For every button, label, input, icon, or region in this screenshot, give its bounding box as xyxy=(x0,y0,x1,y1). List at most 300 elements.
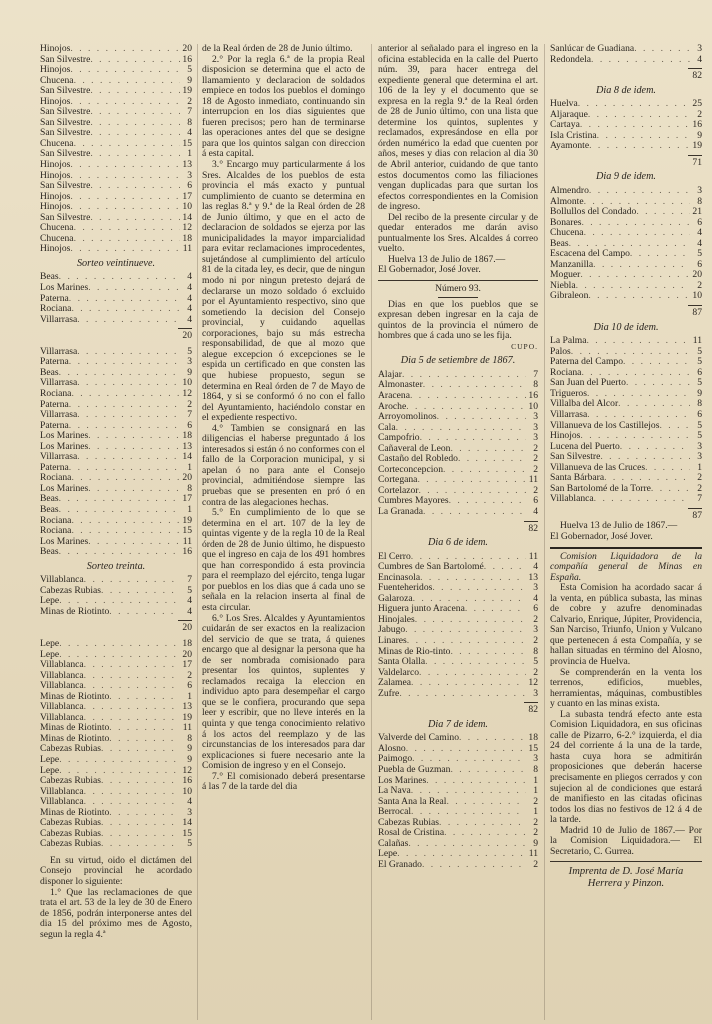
count-value: 5 xyxy=(187,838,192,850)
leader-dots xyxy=(90,213,180,224)
leader-dots xyxy=(84,671,180,682)
count-value: 6 xyxy=(533,495,538,507)
leader-dots xyxy=(88,537,180,548)
town-name: Paimogo xyxy=(378,753,413,765)
leader-dots xyxy=(450,647,526,658)
town-name: Villanueva de los Castillejos xyxy=(550,419,660,431)
list-row xyxy=(40,357,192,368)
count-value: 5 xyxy=(187,64,192,76)
place-date: Huelva 13 de Julio de 1867.— xyxy=(388,253,506,265)
count-value: 7 xyxy=(697,493,702,505)
count-value: 3 xyxy=(187,806,192,818)
town-name: El Granado xyxy=(378,858,422,870)
town-name: Moguer xyxy=(550,269,581,281)
town-name: Zufre xyxy=(378,687,400,699)
town-name: Hinojos xyxy=(40,169,71,181)
count-value: 3 xyxy=(697,44,702,54)
town-name: Santa Bárbara xyxy=(550,472,605,484)
leader-dots xyxy=(634,44,690,55)
town-name: Rociana xyxy=(40,514,72,526)
count-value: 17 xyxy=(182,493,192,505)
town-name: San Silvestre xyxy=(550,451,601,463)
total-value xyxy=(378,705,538,716)
leader-dots xyxy=(419,668,526,679)
town-name: Chucena xyxy=(40,74,74,86)
list-row xyxy=(378,860,538,871)
column-3 xyxy=(378,44,538,1020)
paragraph: anterior al señalado para el ingreso en la oficina establecida en la calle del Puerto núm. 39, para hacer entrega del expediente general que determina el art. 106 de la ley y el documento que se expresa en la regla 9.ª de la Real órden de 28 de Junio último, con una lista que determine los quintos, suplentes y reclamados, expresándose en ella por órden numérico la edad que cuenten por años, meses y dias con relacion al dia 30 de Abril anterior, cuidando de que tanto estos documentos como las filiaciones vengan duplicadas para que surtan los efectos correspondientes en la Comision de ingreso. xyxy=(378,44,538,213)
leader-dots xyxy=(410,391,526,402)
count-value: 2 xyxy=(533,634,538,646)
count-value: 11 xyxy=(528,848,538,860)
list-row xyxy=(378,412,538,423)
imprint-line: Imprenta de D. José María xyxy=(568,866,684,878)
count-value: 2 xyxy=(533,816,538,828)
count-value: 12 xyxy=(182,764,192,776)
count-value: 10 xyxy=(182,377,192,389)
leader-dots xyxy=(69,400,180,411)
leader-dots xyxy=(626,378,690,389)
leader-dots xyxy=(74,234,180,245)
divider xyxy=(550,861,702,862)
total-number: 71 xyxy=(692,156,702,168)
count-value: 16 xyxy=(528,389,538,401)
signature: El Gobernador, José Jover. xyxy=(378,264,481,276)
town-name: Almonaster xyxy=(378,379,423,391)
count-value: 8 xyxy=(697,195,702,207)
town-name: Alajar xyxy=(378,368,402,380)
town-name: Los Marines xyxy=(378,774,427,786)
count-value: 13 xyxy=(182,159,192,171)
town-name: Lucena del Puerto xyxy=(550,440,620,452)
draw-list-28 xyxy=(40,44,192,255)
leader-dots xyxy=(88,283,180,294)
town-name: Beas xyxy=(40,493,59,505)
total-line xyxy=(550,152,702,158)
leader-dots xyxy=(458,454,526,465)
town-name: Cabezas Rubias xyxy=(40,838,102,850)
list-row xyxy=(40,315,192,326)
leader-dots xyxy=(88,442,180,453)
count-value: 4 xyxy=(187,796,192,808)
total-number: 20 xyxy=(182,622,192,634)
paragraph: 4.° Tambien se consignará en las diligencias el haberse preguntado á los interesados si están ó no conformes con el fallo de la Corporacion municipal, y si apelan ó no para ante el Consejo provincial, admitiéndose siempre las pruebas que se presenten en pró ó en contra de las alegaciones hechas. xyxy=(202,422,365,508)
town-name: Cabezas Rubias xyxy=(40,827,102,839)
town-name: La Palma xyxy=(550,335,587,347)
count-value: 9 xyxy=(187,74,192,86)
list-row xyxy=(40,283,192,294)
town-name: Paterna xyxy=(40,356,69,368)
town-name: Cañaveral de Leon xyxy=(378,442,451,454)
leader-dots xyxy=(415,615,526,626)
town-name: Valverde del Camino xyxy=(378,732,459,744)
town-name: Hinojales xyxy=(378,613,415,625)
leader-dots xyxy=(77,410,180,421)
count-value: 2 xyxy=(533,613,538,625)
draw-list-29 xyxy=(40,347,192,558)
town-name: Fuenteheridos xyxy=(378,582,433,594)
count-value: 10 xyxy=(182,201,192,213)
leader-dots xyxy=(88,484,180,495)
count-value: 18 xyxy=(182,637,192,649)
count-value: 11 xyxy=(182,535,192,547)
count-value: 3 xyxy=(533,687,538,699)
town-name: Aroche xyxy=(378,400,407,412)
town-name: Alosno xyxy=(378,742,406,754)
town-name: Rociana xyxy=(40,387,72,399)
count-value: 4 xyxy=(533,505,538,517)
leader-dots xyxy=(90,128,180,139)
leader-dots xyxy=(109,607,180,618)
paragraph: La subasta tendrá efecto ante esta Comision Liquidadora, en sus oficinas calle de Pizarro, 6-2.° izquierda, el dia 24 del corriente á la una de la tarde, hasta cuya hora se admitirán proposiciones que deberán hacerse precisamente en pliegos cerrados y con sujecion al de condiciones que estará de manifiesto en las citadas oficinas todos los dias no festivos de 12 á 4 de la tarde. xyxy=(550,708,702,826)
town-name: La Granada xyxy=(378,505,424,517)
count-value: 20 xyxy=(182,472,192,484)
signature: El Gobernador, José Jover. xyxy=(550,530,653,542)
count-value: 7 xyxy=(187,574,192,586)
list-row xyxy=(550,141,702,152)
town-name: Villablanca xyxy=(40,796,84,808)
town-name: San Juan del Puerto xyxy=(550,377,626,389)
count-value: 6 xyxy=(187,180,192,192)
count-value: 4 xyxy=(697,227,702,239)
count-value: 4 xyxy=(187,313,192,325)
list-row xyxy=(378,636,538,647)
count-value: 2 xyxy=(533,453,538,465)
leader-dots xyxy=(588,110,690,121)
count-value: 19 xyxy=(692,140,702,152)
list-row xyxy=(378,765,538,776)
town-name: Los Marines xyxy=(40,282,89,294)
count-value: 9 xyxy=(187,754,192,765)
paragraph: 6.° Los Sres. Alcaldes y Ayuntamientos cuidarán de ser exactos en la realizacion del servicio de que se trata, á quienes encargo que al designar la persona que ha de ser nombrada comisionado para presentar los quintos, suplentes y reclamados recaiga la eleccion en individuo apto para desempeñar el cargo que se le confiera, procurando que sepa leer y escribir, que no lleve interés en la quinta y que tenga conocimiento relativo á los actos del reemplazo y de las circunstancias de los interesados para dar explicaciones si fuere necesario ante la Comision de ingreso y en el Consejo. xyxy=(202,612,365,772)
list-row xyxy=(550,55,702,66)
paragraph: Madrid 10 de Julio de 1867.— Por la Comision Liquidadora.— El Secretario, C. Gurrea. xyxy=(550,824,702,857)
town-name: San Silvestre xyxy=(40,53,91,65)
leader-dots xyxy=(101,839,180,850)
town-name: Isla Cristina xyxy=(550,129,597,141)
town-name: Los Marines xyxy=(40,440,89,452)
leader-dots xyxy=(90,107,180,118)
leader-dots xyxy=(432,583,526,594)
count-value: 18 xyxy=(528,732,538,744)
count-value: 4 xyxy=(187,282,192,294)
leader-dots xyxy=(411,678,526,689)
town-name: Los Marines xyxy=(40,482,89,494)
paragraph: Esta Comision ha acordado sacar á la venta, en pública subasta, las minas de cobre y azufre denominadas Calvario, Enrique, Júpiter, Providencia, San Narciso, Triunfo, Union y Vulcano que pertenecen á esta Compañía, y se hallan situadas en término del Alosno, provincia de Huelva. xyxy=(550,582,702,667)
leader-dots xyxy=(70,160,180,171)
count-value: 18 xyxy=(182,430,192,442)
town-name: Cortelazor xyxy=(378,484,419,496)
section-heading: Sorteo treinta. xyxy=(86,560,146,572)
leader-dots xyxy=(420,573,526,584)
total-line xyxy=(378,699,538,705)
count-value: 1 xyxy=(187,461,192,473)
count-value: 3 xyxy=(187,356,192,368)
town-name: Higuera junto Aracena xyxy=(378,603,465,615)
leader-dots xyxy=(77,378,180,389)
list-row xyxy=(40,244,192,255)
count-value: 1 xyxy=(187,503,192,515)
leader-dots xyxy=(101,818,180,829)
town-name: Beas xyxy=(550,237,569,249)
leader-dots xyxy=(109,723,180,734)
total-value xyxy=(40,623,192,634)
town-name: Cabezas Rubias xyxy=(40,743,102,755)
leader-dots xyxy=(71,516,180,527)
column-rule xyxy=(544,44,545,1020)
town-name: Linares xyxy=(378,634,407,646)
town-name: Villarrasa xyxy=(40,409,78,421)
total-number: 82 xyxy=(528,522,538,534)
count-value: 20 xyxy=(692,269,702,281)
list-row xyxy=(550,291,702,302)
town-name: Cabezas Rubias xyxy=(40,817,102,829)
town-name: Cabezas Rubias xyxy=(40,584,102,596)
leader-dots xyxy=(84,787,180,798)
column-rule xyxy=(371,44,372,1020)
town-name: Calañas xyxy=(378,837,409,849)
list-row xyxy=(40,44,192,55)
count-value: 17 xyxy=(182,659,192,671)
count-value: 6 xyxy=(697,258,702,270)
leader-dots xyxy=(439,818,526,829)
leader-dots xyxy=(90,181,180,192)
paragraph: 5.° En cumplimiento de lo que se determina en el art. 107 de la ley de quintas vigente y de la regla 10 de la Real órden de 28 de Junio último, he dispuesto que el ingreso en caja de los 491 hombres que han correspondido á esta provincia para el reemplazo del ejército, tenga lugar por pueblos en los dias que á cada uno se señala en la relacion inserta al final de esta circular. xyxy=(202,507,365,613)
count-value: 4 xyxy=(187,292,192,304)
leader-dots xyxy=(444,828,526,839)
town-name: Aljaraque xyxy=(550,108,588,120)
town-name: Hinojos xyxy=(40,243,71,255)
list-row xyxy=(40,160,192,171)
town-name: Valdelarco xyxy=(378,666,420,678)
leader-dots xyxy=(399,689,526,700)
leader-dots xyxy=(594,494,690,505)
town-name: Paterna xyxy=(40,398,69,410)
town-name: San Silvestre xyxy=(40,106,91,118)
leader-dots xyxy=(651,484,690,495)
town-name: Corteconcepcion xyxy=(378,463,443,475)
count-value: 4 xyxy=(187,595,192,607)
town-name: Villablanca xyxy=(40,785,84,797)
town-name: Bollullos del Condado xyxy=(550,206,637,218)
count-value: 20 xyxy=(182,648,192,660)
town-name: Campofrio xyxy=(378,432,420,444)
town-name: Paterna del Campo xyxy=(550,356,623,368)
column-4 xyxy=(550,44,702,1020)
total-number: 82 xyxy=(528,704,538,716)
town-name: Trigueros xyxy=(550,387,587,399)
count-value: 14 xyxy=(182,211,192,223)
count-value: 19 xyxy=(182,85,192,97)
cupo-label: CUPO. xyxy=(511,341,538,351)
town-name: Villarrasa xyxy=(40,451,78,463)
count-value: 5 xyxy=(533,656,538,668)
list-row xyxy=(40,389,192,400)
town-name: Paterna xyxy=(40,292,69,304)
town-name: Aracena xyxy=(378,389,410,401)
count-value: 6 xyxy=(187,419,192,431)
town-name: Los Marines xyxy=(40,535,89,547)
town-name: Villablanca xyxy=(40,711,84,723)
count-value: 2 xyxy=(533,795,538,807)
count-value: 2 xyxy=(697,279,702,291)
count-value: 3 xyxy=(533,421,538,433)
list-row xyxy=(40,547,192,558)
leader-dots xyxy=(90,55,180,66)
town-name: La Nava xyxy=(378,785,411,797)
town-name: El Cerro xyxy=(378,550,411,562)
leader-dots xyxy=(587,410,690,421)
town-name: San Bartolomé de la Torre xyxy=(550,482,651,494)
column-1 xyxy=(40,44,192,1020)
count-value: 8 xyxy=(187,732,192,744)
section-heading: Sorteo veintinueve. xyxy=(76,257,156,269)
count-value: 2 xyxy=(533,463,538,475)
list-row xyxy=(40,505,192,516)
day-list xyxy=(550,99,702,152)
leader-dots xyxy=(77,452,180,463)
total-value xyxy=(550,71,702,82)
town-name: Paterna xyxy=(40,419,69,431)
count-value: 11 xyxy=(182,722,192,734)
leader-dots xyxy=(597,131,690,142)
leader-dots xyxy=(443,465,526,476)
paragraph: Dias en que los pueblos que se expresan deben ingresar en la caja de quintos de la provincia el número de hombres que á cada uno se les fija. xyxy=(378,298,538,342)
town-name: Hinojos xyxy=(40,190,71,202)
count-value: 2 xyxy=(187,669,192,681)
list-row xyxy=(550,336,702,347)
town-name: Arroyomolinos xyxy=(378,411,437,423)
count-value: 8 xyxy=(187,482,192,494)
count-value: 6 xyxy=(697,216,702,228)
list-row xyxy=(40,494,192,505)
total-value xyxy=(378,524,538,535)
count-value: 6 xyxy=(697,408,702,420)
town-name: Hinojos xyxy=(40,159,71,171)
leader-dots xyxy=(406,744,526,755)
town-name: Cartaya xyxy=(550,119,580,131)
town-name: Almendro xyxy=(550,185,589,197)
count-value: 9 xyxy=(697,129,702,141)
count-value: 12 xyxy=(182,222,192,234)
town-name: Minas de Riotinto xyxy=(40,732,110,744)
count-value: 18 xyxy=(182,232,192,244)
town-name: Minas de Riotinto xyxy=(40,605,110,617)
total-value xyxy=(40,331,192,342)
leader-dots xyxy=(59,505,180,516)
count-value: 5 xyxy=(697,356,702,368)
count-value: 6 xyxy=(533,603,538,615)
leader-dots xyxy=(69,463,180,474)
count-value: 17 xyxy=(182,190,192,202)
count-value: 3 xyxy=(533,582,538,594)
leader-dots xyxy=(417,475,526,486)
count-value: 1 xyxy=(533,806,538,818)
count-value: 6 xyxy=(697,366,702,378)
count-value: 11 xyxy=(692,335,702,347)
total-line xyxy=(40,325,192,331)
town-name: Lepe xyxy=(40,764,60,776)
leader-dots xyxy=(618,399,690,410)
town-name: Rosal de Cristina xyxy=(378,827,445,839)
count-value: 5 xyxy=(187,345,192,357)
leader-dots xyxy=(423,380,526,391)
day-heading: Dia 5 de setiembre de 1867. xyxy=(400,355,516,367)
day-list xyxy=(550,186,702,302)
town-name: Lepe xyxy=(378,848,398,860)
count-value: 13 xyxy=(182,440,192,452)
leader-dots xyxy=(84,660,180,671)
list-row xyxy=(378,678,538,689)
leader-dots xyxy=(84,702,180,713)
town-name: Cortegana xyxy=(378,474,418,486)
count-value: 3 xyxy=(187,169,192,181)
leader-dots xyxy=(578,99,690,110)
town-name: Villablanca xyxy=(40,659,84,671)
town-name: San Silvestre xyxy=(40,116,91,128)
count-value: 5 xyxy=(697,248,702,260)
paragraph: Se comprenderán en la venta los terrenos, edificios, muebles, herramientas, máquinas, combustibles y cuanto en las minas exista. xyxy=(550,666,702,710)
total-line xyxy=(550,505,702,511)
count-value: 5 xyxy=(697,430,702,442)
leader-dots xyxy=(77,315,180,326)
count-value: 3 xyxy=(533,432,538,444)
town-name: Rociana xyxy=(40,303,72,315)
leader-dots xyxy=(70,65,180,76)
count-value: 2 xyxy=(697,108,702,120)
town-name: Villablanca xyxy=(40,574,84,586)
leader-dots xyxy=(623,357,690,368)
leader-dots xyxy=(88,431,180,442)
town-name: Puebla de Guzman xyxy=(378,764,451,775)
leader-dots xyxy=(425,657,526,668)
day-list xyxy=(378,370,538,518)
list-row xyxy=(40,607,192,618)
divider xyxy=(378,280,538,281)
count-value: 8 xyxy=(533,764,538,775)
count-value: 3 xyxy=(697,185,702,197)
list-row xyxy=(550,186,702,197)
town-name: Villarrasa xyxy=(550,408,588,420)
leader-dots xyxy=(465,604,526,615)
leader-dots xyxy=(408,839,526,850)
list-row xyxy=(550,494,702,505)
town-name: Chucena xyxy=(550,227,584,239)
town-name: Villablanca xyxy=(550,493,594,505)
list-row xyxy=(550,431,702,442)
section-number: Número 93. xyxy=(435,283,481,295)
count-value: 3 xyxy=(533,411,538,423)
leader-dots xyxy=(620,442,690,453)
day-heading: Dia 8 de idem. xyxy=(596,84,656,96)
count-value: 7 xyxy=(187,409,192,421)
count-value: 4 xyxy=(697,53,702,65)
town-name: Villarrasa xyxy=(40,345,78,357)
count-value: 2 xyxy=(697,482,702,494)
count-value: 4 xyxy=(533,592,538,604)
list-row xyxy=(40,839,192,850)
count-value: 2 xyxy=(533,858,538,870)
town-name: Zalamea xyxy=(378,677,412,689)
leader-dots xyxy=(405,625,526,636)
leader-dots xyxy=(90,149,180,160)
paragraph: 3.° Encargo muy particularmente á los Sres. Alcaldes de los pueblos de esta provincia el más exacto y puntual cumplimiento de cuanto se determina en las reglas 8.ª y 9.ª de la Real órden de 28 de Junio último, y que en el acto de declaracion de soldados se ejerza por las municipalidades la mayor imparcialidad para evitar reclamaciones improcedentes, sujetándose al cumplimiento del artículo 81 de la citada ley, es decir, que de ningun modo ni por ningun pretesto dejará de declararse un mozo soldado ó excluido por el Ayuntamiento respectivo, sino que sometiendo la decision del Consejo provincial, y cuidando aquellas corporaciones, bajo su más estrecha responsabilidad, de que al mozo que alegue excepcion ó excepciones se le espida un certificado en que consten las que hubiese propuesto, segun se determina en Real órden de 7 de Mayo de 1864, y si se conformó ó no con el fallo del Ayuntamiento, haciéndolo constar en el expediente respectivo. xyxy=(202,159,365,424)
count-value: 1 xyxy=(533,785,538,797)
town-name: Lepe xyxy=(40,754,60,765)
divider xyxy=(550,547,702,549)
leader-dots xyxy=(71,304,180,315)
imprint-line: Herrera y Pinzon. xyxy=(587,878,665,890)
